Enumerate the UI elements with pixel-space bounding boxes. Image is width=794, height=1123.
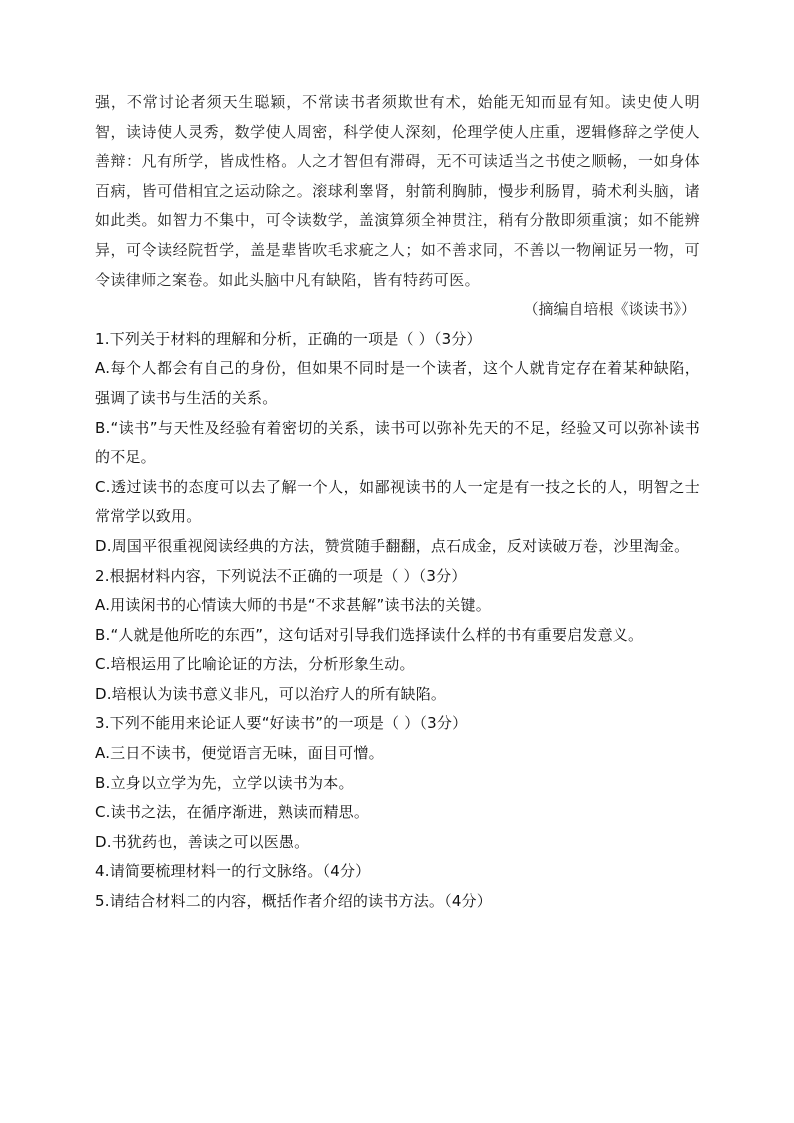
question-3-option-a: A.三日不读书，便觉语言无味，面目可憎。 [95, 744, 384, 763]
passage-source: （摘编自培根《谈读书》） [523, 300, 696, 319]
question-4-stem: 4.请简要梳理材料一的行文脉络。（4分） [95, 862, 371, 881]
question-2-stem: 2.根据材料内容，下列说法不正确的一项是（ ）（3分） [95, 566, 467, 585]
question-2-option-c: C.培根运用了比喻论证的方法，分析形象生动。 [95, 655, 415, 674]
question-1-option-a: A.每个人都会有自己的身份，但如果不同时是一个读者，这个人就肯定存在着某种缺陷，强调了读书与生活的关系。 [95, 359, 700, 407]
question-2-option-d: D.培根认为读书意义非凡，可以治疗人的所有缺陷。 [95, 684, 447, 703]
question-5-stem: 5.请结合材料二的内容，概括作者介绍的读书方法。（4分） [95, 892, 492, 911]
question-1-option-d: D.周国平很重视阅读经典的方法，赞赏随手翻翻，点石成金，反对读破万卷，沙里淘金。 [95, 536, 690, 555]
question-list [95, 325, 700, 917]
question-1-option-b: B.“读书”与天性及经验有着密切的关系，读书可以弥补先天的不足，经验又可以弥补读书的不足。 [95, 418, 700, 467]
question-3-option-b: B.立身以立学为先，立学以读书为本。 [95, 773, 354, 792]
question-1-option-c: C.透过读书的态度可以去了解一个人，如鄙视读书的人一定是有一技之长的人，明智之士常常学以致用。 [95, 477, 700, 526]
question-2-option-b: B.“人就是他所吃的东西”，这句话对引导我们选择读什么样的书有重要启发意义。 [95, 625, 644, 644]
question-2-option-a: A.用读闲书的心情读大师的书是“不求甚解”读书法的关键。 [95, 596, 491, 615]
passage-text: 强，不常讨论者须天生聪颖，不常读书者须欺世有术，始能无知而显有知。读史使人明智，读诗使人灵秀，数学使人周密，科学使人深刻，伦理学使人庄重，逻辑修辞之学使人善辩：凡有所学，皆成性格。人之才智但有滞碍，无不可读适当之书使之顺畅，一如身体百病，皆可借相宜之运动除之。滚球利睾肾，射箭利胸肺，慢步利肠胃，骑术利头脑，诸如此类。如智力不集中，可令读数学，盖演算须全神贯注，稍有分散即须重演；如不能辨异，可令读经院哲学，盖是辈皆吹毛求疵之人；如不善求同，不善以一物阐证另一物，可令读律师之案卷。如此头脑中凡有缺陷，皆有特药可医。 [95, 93, 700, 289]
question-3-stem: 3.下列不能用来论证人要“好读书”的一项是（ ）（3分） [95, 714, 468, 733]
document-page [95, 88, 700, 917]
question-3-option-d: D.书犹药也，善读之可以医愚。 [95, 832, 310, 851]
question-3-option-c: C.读书之法，在循序渐进，熟读而精思。 [95, 803, 370, 822]
question-1-stem: 1.下列关于材料的理解和分析，正确的一项是（ ）（3分） [95, 329, 482, 348]
